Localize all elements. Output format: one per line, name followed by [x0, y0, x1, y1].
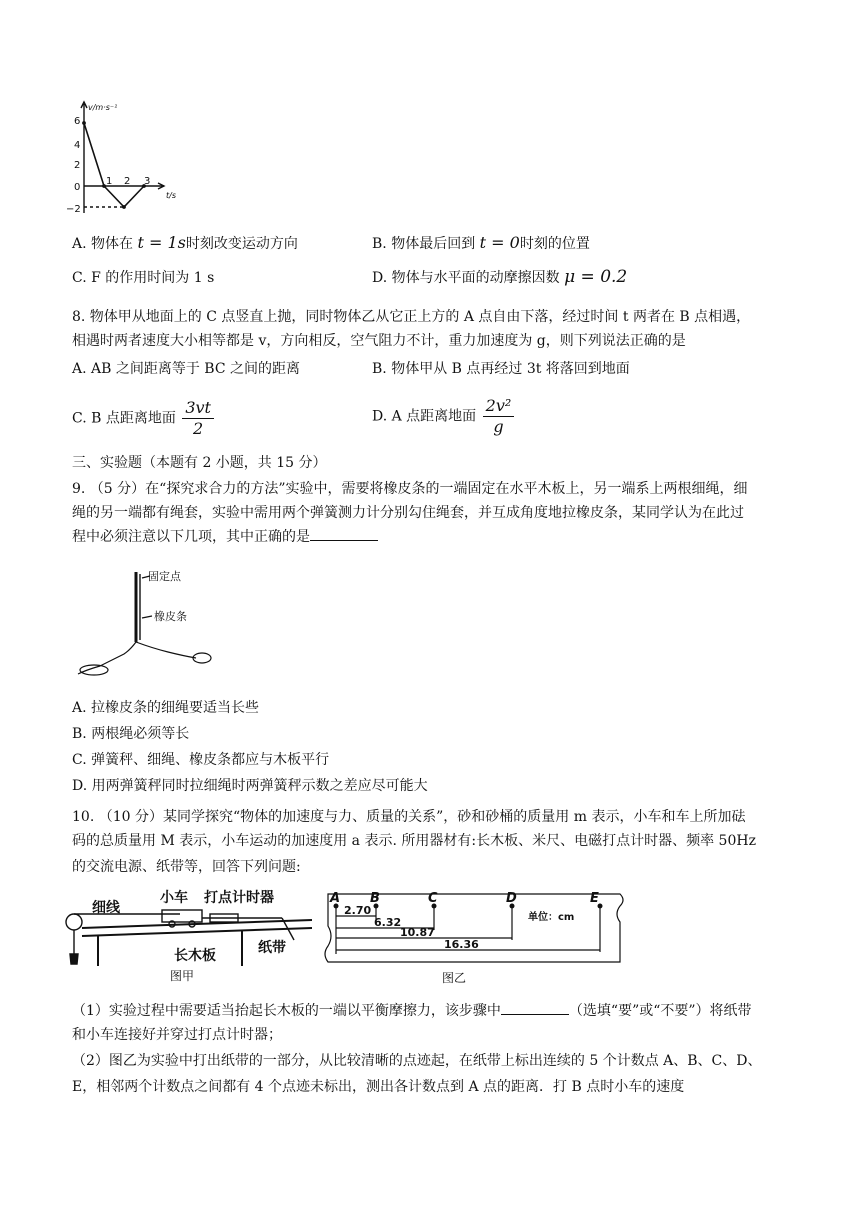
velocity-line [84, 123, 144, 207]
q10-stem-line1: 10. （10 分）某同学探究“物体的加速度与力、质量的关系”，砂和砂桶的质量用 m 表示，小车和车上所加砝 [72, 809, 746, 825]
q7-option-c: C. F 的作用时间为 1 s [72, 270, 215, 286]
q10-answer-blank [501, 1000, 569, 1015]
q10-stem-line3: 的交流电源、纸带等，回答下列问题: [72, 859, 301, 875]
q8-d-fraction: $\frac{\text{2v²}}{g}$ [483, 396, 515, 437]
q7-option-d: D. 物体与水平面的动摩擦因数 μ = 0.2 [372, 267, 628, 287]
fixed-point-label: 固定点 [148, 570, 181, 583]
tape-label: 纸带 [258, 940, 286, 956]
q9-option-b: B. 两根绳必须等长 [72, 726, 190, 742]
distance-ad: 10.87 [400, 926, 435, 939]
q9-answer-blank [310, 526, 378, 541]
y-tick-4: 4 [74, 140, 81, 151]
velocity-time-graph [62, 98, 182, 218]
distance-ac: 6.32 [374, 916, 402, 929]
rubber-band-label: 橡皮条 [154, 610, 187, 623]
q8-option-d: D. A 点距离地面 $\frac{\text{2v²}}{g}$ [372, 396, 514, 437]
data-point [83, 122, 85, 124]
figure-a-caption: 图甲 [170, 969, 195, 983]
data-point [123, 206, 125, 208]
board-label: 长木板 [174, 948, 216, 964]
q9-stem-line2: 绳的另一端都有绳套，实验中需用两个弹簧测力计分别勾住绳套，并互成角度地拉橡皮条，某同学认为在此过 [72, 505, 744, 521]
x-tick-3: 3 [144, 176, 151, 187]
section-3-heading: 三、实验题（本题有 2 小题，共 15 分） [72, 455, 327, 471]
x-tick-1: 1 [106, 176, 113, 187]
graph-ylabel: v/m·s⁻¹ [88, 103, 118, 112]
q10-part2-line1: （2）图乙为实验中打出纸带的一部分，从比较清晰的点迹起，在纸带上标出连续的 5 个计数点 A、B、C、D、 [72, 1053, 762, 1069]
q9-stem-line3: 程中必须注意以下几项，其中正确的是 [72, 526, 792, 548]
q8-c-fraction: $\frac{3vt}{2}$ [182, 398, 214, 439]
figure-b-caption: 图乙 [442, 971, 467, 985]
x-tick-2: 2 [124, 176, 131, 187]
distance-ab: 2.70 [344, 904, 372, 917]
string-label: 细线 [92, 900, 120, 916]
distance-ae: 16.36 [444, 938, 479, 951]
q10-part1-line2: 和小车连接好并穿过打点计时器； [72, 1027, 282, 1043]
q9-option-a: A. 拉橡皮条的细绳要适当长些 [72, 700, 260, 716]
q8-stem-line2: 相遇时两者速度大小相等都是 v，方向相反，空气阻力不计，重力加速度为 g，则下列说法正确的是 [72, 333, 686, 349]
y-tick-0: 0 [74, 182, 81, 193]
rubber-band-figure [72, 566, 222, 686]
point-c-label: C [428, 891, 438, 906]
q8-stem-line1: 8. 物体甲从地面上的 C 点竖直上抛，同时物体乙从它正上方的 A 点自由下落，经过时间 t 两者在 B 点相遇， [72, 309, 751, 325]
q9-stem-line1: 9. （5 分）在“探究求合力的方法”实验中，需要将橡皮条的一端固定在水平木板上，另一端系上两根细绳，细 [72, 481, 748, 497]
q9-option-c: C. 弹簧秤、细绳、橡皮条都应与木板平行 [72, 752, 330, 768]
q8-option-c: C. B 点距离地面 $\frac{3vt}{2}$ [72, 398, 214, 439]
y-tick-2: 2 [74, 160, 81, 171]
apparatus-figure [62, 884, 312, 984]
q7-option-b: B. 物体最后回到 t = 0时刻的位置 [372, 233, 590, 252]
point-b-label: B [370, 891, 380, 906]
point-d-label: D [506, 891, 517, 906]
q10-part1-line1: （1）实验过程中需要适当抬起长木板的一端以平衡摩擦力，该步骤中 （选填“要”或“不要”）将纸带 [72, 1000, 792, 1022]
q7-option-a: A. 物体在 t = 1s时刻改变运动方向 [72, 233, 298, 252]
y-tick-6: 6 [74, 116, 81, 127]
y-tick-neg2: −2 [66, 204, 81, 215]
graph-xlabel: t/s [166, 191, 176, 200]
data-point [103, 185, 105, 187]
q9-option-d: D. 用两弹簧秤同时拉细绳时两弹簧秤示数之差应尽可能大 [72, 778, 428, 794]
cart-label: 小车 [160, 890, 188, 906]
paper-tape-figure [320, 886, 640, 986]
q10-stem-line2: 码的总质量用 M 表示，小车运动的加速度用 a 表示. 所用器材有:长木板、米尺、电磁打点计时器、频率 50Hz [72, 833, 756, 849]
timer-label: 打点计时器 [204, 890, 274, 906]
q10-part2-line2: E，相邻两个计数点之间都有 4 个点迹未标出，测出各计数点到 A 点的距离．打 B 点时小车的速度 [72, 1079, 685, 1095]
point-e-label: E [590, 891, 599, 906]
q8-option-a: A. AB 之间距离等于 BC 之间的距离 [72, 361, 301, 377]
unit-label: 单位：cm [528, 912, 575, 923]
q8-option-b: B. 物体甲从 B 点再经过 3t 将落回到地面 [372, 361, 630, 377]
point-a-label: A [330, 891, 341, 906]
